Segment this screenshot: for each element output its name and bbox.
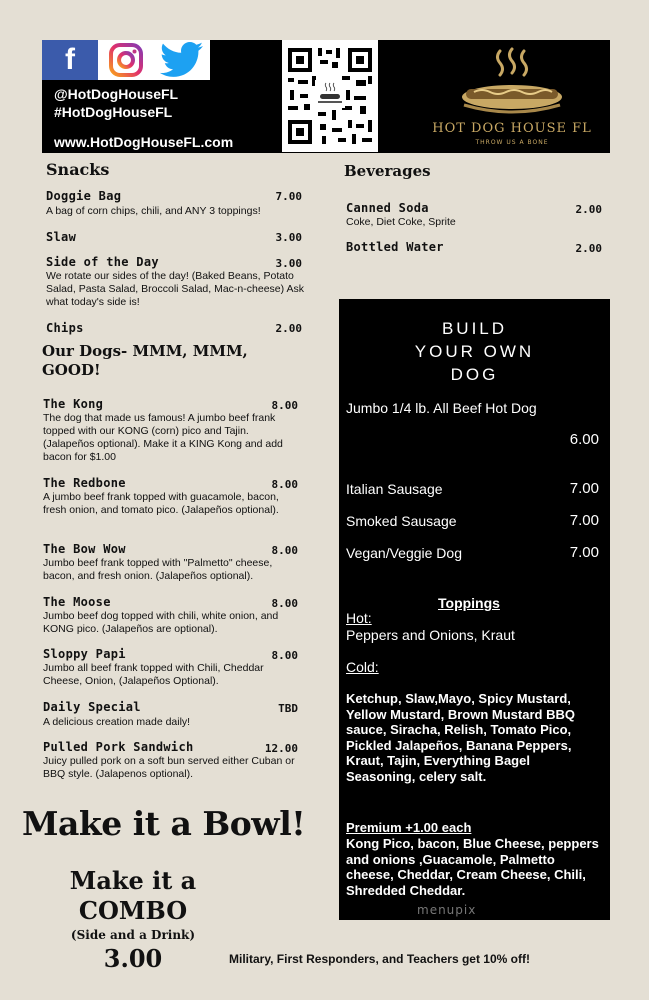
hot-label: Hot:	[346, 610, 372, 626]
dogs-title: Our Dogs- MMM, MMM, GOOD!	[42, 342, 248, 379]
menu-item-name: The Kong	[43, 397, 104, 411]
menu-item-price: 2.00	[575, 242, 602, 255]
menu-item-desc: Coke, Diet Coke, Sprite	[346, 216, 456, 228]
social-icons	[42, 40, 210, 80]
instagram-icon[interactable]	[98, 40, 154, 80]
menu-item-desc: A jumbo beef frank topped with guacamole, bacon, fresh onion, and tomato pico. (Jalapeños optional).	[43, 491, 279, 516]
menu-item-price: 8.00	[271, 399, 298, 412]
cold-toppings: Ketchup, Slaw,Mayo, Spicy Mustard, Yellow Mustard, Brown Mustard BBQ sauce, Siracha, Relish, Tomato Pico, Pickled Jalapeños, Banana Peppers, Kraut, Tajin, Everything Bagel Seasoning, celery salt.	[346, 691, 575, 784]
hashtag: #HotDogHouseFL	[54, 104, 173, 120]
menu-item-desc: We rotate our sides of the day! (Baked Beans, Potato Salad, Pasta Salad, Broccoli Salad, Mac-n-cheese) Ask what today's side is!	[46, 270, 304, 308]
dog-option-price: 7.00	[569, 480, 599, 497]
menu-item-name: The Moose	[43, 595, 111, 609]
twitter-icon[interactable]	[154, 40, 210, 80]
hot-dog-logo-icon	[422, 45, 602, 121]
menu-item-price: TBD	[278, 702, 298, 715]
dog-option-price: 7.00	[569, 544, 599, 561]
menu-item-price: 3.00	[275, 257, 302, 270]
snacks-title: Snacks	[46, 160, 110, 179]
dog-option-price: 7.00	[569, 512, 599, 529]
menu-item-price: 7.00	[275, 190, 302, 203]
premium-toppings: Kong Pico, bacon, Blue Cheese, peppers and onions ,Guacamole, Palmetto cheese, Cheddar, Cream Cheese, Chili, Shredded Cheddar.	[346, 836, 599, 898]
menu-item-price: 12.00	[264, 742, 298, 755]
menu-item-price: 8.00	[271, 544, 298, 557]
byo-title-line: DOG	[450, 365, 499, 384]
combo-line1: Make it a	[69, 866, 197, 895]
social-handle: @HotDogHouseFL	[54, 86, 179, 102]
build-your-own-panel	[339, 299, 610, 920]
menu-item-name: Bottled Water	[346, 240, 444, 254]
bowl-promo: Make it a Bowl!	[22, 804, 306, 843]
menu-item-name: Doggie Bag	[46, 189, 122, 203]
dog-option-name: Vegan/Veggie Dog	[346, 545, 462, 561]
menu-item-price: 3.00	[275, 231, 302, 244]
logo-tagline: THROW US A BONE	[475, 139, 549, 146]
menu-item-name: Side of the Day	[46, 255, 159, 269]
menu-item-desc: Jumbo beef dog topped with chili, white onion, and KONG pico. (Jalapeños are optional).	[43, 610, 279, 635]
menu-item-name: Slaw	[46, 230, 77, 244]
menu-item-price: 2.00	[575, 203, 602, 216]
logo-name: HOT DOG HOUSE FL	[432, 121, 592, 136]
menu-item-desc: Jumbo beef frank topped with "Palmetto" cheese, bacon, and fresh onion. (Jalapeños optional).	[43, 557, 273, 582]
menu-item-name: Chips	[46, 321, 84, 335]
menu-item-desc: A delicious creation made daily!	[43, 716, 191, 728]
menu-item-price: 8.00	[271, 649, 298, 662]
cold-label: Cold:	[346, 659, 379, 675]
menu-item-name: Canned Soda	[346, 201, 429, 215]
jumbo-dog-label: Jumbo 1/4 lb. All Beef Hot Dog	[346, 400, 537, 416]
discount-note: Military, First Responders, and Teachers get 10% off!	[229, 952, 530, 966]
menu-item-name: Sloppy Papi	[43, 647, 126, 661]
menu-item-price: 8.00	[271, 597, 298, 610]
jumbo-dog-price: 6.00	[569, 431, 599, 448]
dog-option-name: Smoked Sausage	[346, 513, 457, 529]
facebook-icon[interactable]: f	[42, 40, 98, 80]
menu-item-desc: A bag of corn chips, chili, and ANY 3 toppings!	[46, 205, 261, 217]
logo	[422, 45, 602, 150]
menu-item-name: Pulled Pork Sandwich	[43, 740, 194, 754]
menu-item-name: The Bow Wow	[43, 542, 126, 556]
byo-title-line: BUILD	[441, 319, 508, 338]
website-link[interactable]: www.HotDogHouseFL.com	[54, 134, 234, 150]
dog-option-name: Italian Sausage	[346, 481, 443, 497]
combo-line3: (Side and a Drink)	[70, 928, 196, 942]
menu-item-desc: The dog that made us famous! A jumbo beef frank topped with our KONG (corn) pico and Tajin. (Jalapeños optional). Make it a KING Kong and add bacon for $1.00	[43, 412, 283, 463]
menu-item-name: The Redbone	[43, 476, 126, 490]
premium-label: Premium +1.00 each	[346, 820, 472, 835]
hot-toppings: Peppers and Onions, Kraut	[346, 627, 515, 643]
combo-price: 3.00	[103, 944, 163, 973]
menu-item-price: 8.00	[271, 478, 298, 491]
qr-code[interactable]	[282, 40, 378, 152]
menu-item-name: Daily Special	[43, 700, 141, 714]
menu-item-desc: Juicy pulled pork on a soft bun served either Cuban or BBQ style. (Jalapenos optional).	[43, 755, 295, 780]
header-banner	[42, 40, 610, 153]
watermark: menupix	[417, 903, 477, 917]
menu-item-price: 2.00	[275, 322, 302, 335]
byo-title-line: YOUR OWN	[414, 342, 535, 361]
beverages-title: Beverages	[344, 162, 431, 180]
toppings-title: Toppings	[438, 595, 500, 611]
menu-item-desc: Jumbo all beef frank topped with Chili, Cheddar Cheese, Onion, (Jalapeños Optional).	[43, 662, 264, 687]
combo-line2: COMBO	[78, 896, 188, 925]
